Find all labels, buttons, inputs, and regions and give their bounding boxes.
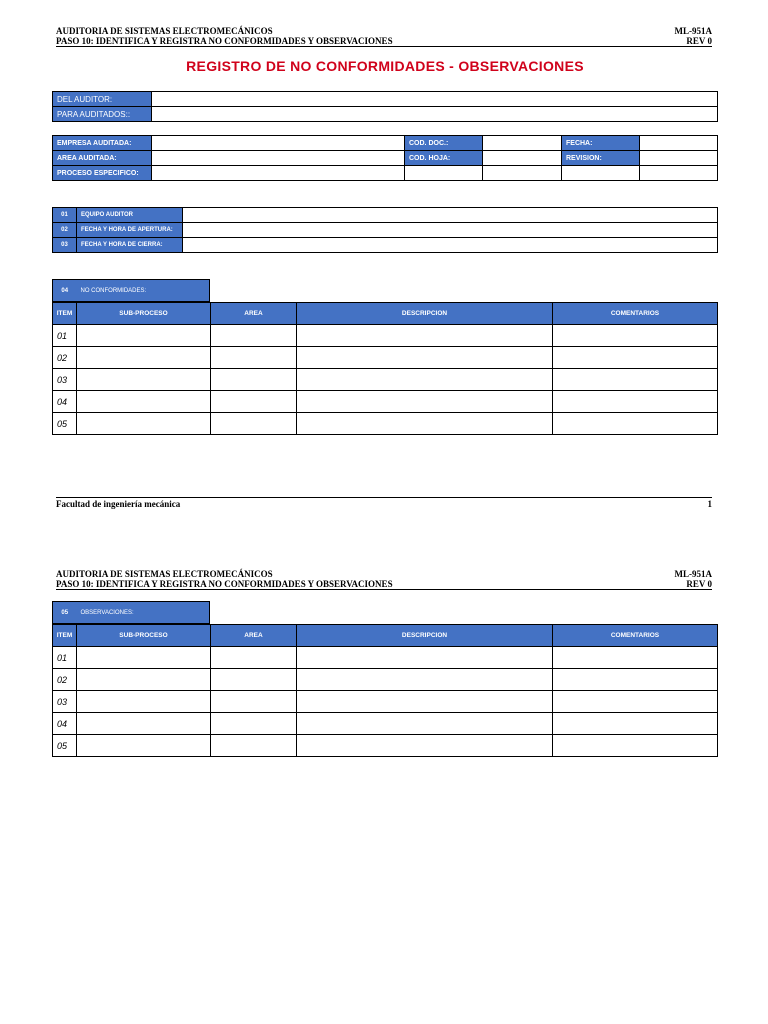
comentarios-cell[interactable] bbox=[553, 391, 718, 413]
doc-rev: REV 0 bbox=[686, 36, 712, 46]
del-auditor-field[interactable] bbox=[152, 92, 718, 107]
item-number: 01 bbox=[53, 647, 77, 669]
apertura-field[interactable] bbox=[183, 223, 718, 238]
area-cell[interactable] bbox=[211, 691, 297, 713]
area-cell[interactable] bbox=[211, 413, 297, 435]
descripcion-cell[interactable] bbox=[297, 647, 553, 669]
cod-doc-field[interactable] bbox=[483, 136, 562, 151]
para-auditados-field[interactable] bbox=[152, 107, 718, 122]
subproceso-cell[interactable] bbox=[77, 735, 211, 757]
descripcion-cell[interactable] bbox=[297, 713, 553, 735]
comentarios-cell[interactable] bbox=[553, 735, 718, 757]
cierre-label: FECHA Y HORA DE CIERRA: bbox=[77, 238, 183, 253]
col-comentarios: COMENTARIOS bbox=[553, 303, 718, 325]
item-number: 04 bbox=[53, 391, 77, 413]
table-row bbox=[53, 647, 718, 669]
item-number: 05 bbox=[53, 735, 77, 757]
area-cell[interactable] bbox=[211, 669, 297, 691]
obs-header-row bbox=[53, 625, 718, 647]
header-line2: PASO 10: IDENTIFICA Y REGISTRA NO CONFORMIDADES Y OBSERVACIONES bbox=[56, 36, 393, 46]
team-num: 02 bbox=[53, 223, 77, 238]
team-num: 03 bbox=[53, 238, 77, 253]
proceso-field[interactable] bbox=[152, 166, 405, 181]
subproceso-cell[interactable] bbox=[77, 347, 211, 369]
header-line1: AUDITORIA DE SISTEMAS ELECTROMECÁNICOS bbox=[56, 569, 273, 579]
cod-doc-label: COD. DOC.: bbox=[405, 136, 483, 151]
table-row bbox=[53, 325, 718, 347]
area-cell[interactable] bbox=[211, 647, 297, 669]
descripcion-cell[interactable] bbox=[297, 691, 553, 713]
header-line2: PASO 10: IDENTIFICA Y REGISTRA NO CONFORMIDADES Y OBSERVACIONES bbox=[56, 579, 393, 589]
subproceso-cell[interactable] bbox=[77, 413, 211, 435]
col-descripcion: DESCRIPCION bbox=[297, 303, 553, 325]
comentarios-cell[interactable] bbox=[553, 347, 718, 369]
page-footer bbox=[56, 497, 712, 509]
para-auditados-label: PARA AUDITADOS:: bbox=[53, 107, 152, 122]
subproceso-cell[interactable] bbox=[77, 369, 211, 391]
table-row bbox=[53, 735, 718, 757]
del-auditor-label: DEL AUDITOR: bbox=[53, 92, 152, 107]
col-item: ITEM bbox=[53, 625, 77, 647]
item-number: 01 bbox=[53, 325, 77, 347]
doc-code: ML-951A bbox=[674, 569, 712, 579]
fecha-field[interactable] bbox=[640, 136, 718, 151]
subproceso-cell[interactable] bbox=[77, 691, 211, 713]
obs-num: 05 bbox=[53, 602, 77, 624]
item-number: 03 bbox=[53, 691, 77, 713]
apertura-label: FECHA Y HORA DE APERTURA: bbox=[77, 223, 183, 238]
cod-hoja-label: COD. HOJA: bbox=[405, 151, 483, 166]
col-descripcion: DESCRIPCION bbox=[297, 625, 553, 647]
team-table bbox=[52, 207, 718, 253]
nc-num: 04 bbox=[53, 280, 77, 302]
fecha-label: FECHA: bbox=[562, 136, 640, 151]
table-row bbox=[53, 713, 718, 735]
cierre-field[interactable] bbox=[183, 238, 718, 253]
equipo-auditor-field[interactable] bbox=[183, 208, 718, 223]
area-field[interactable] bbox=[152, 151, 405, 166]
subproceso-cell[interactable] bbox=[77, 669, 211, 691]
proceso-label: PROCESO ESPECIFICO: bbox=[53, 166, 152, 181]
descripcion-cell[interactable] bbox=[297, 735, 553, 757]
area-cell[interactable] bbox=[211, 391, 297, 413]
item-number: 02 bbox=[53, 347, 77, 369]
col-comentarios: COMENTARIOS bbox=[553, 625, 718, 647]
page-header-2 bbox=[56, 569, 712, 590]
table-row bbox=[53, 413, 718, 435]
comentarios-cell[interactable] bbox=[553, 691, 718, 713]
table-row bbox=[53, 347, 718, 369]
comentarios-cell[interactable] bbox=[553, 413, 718, 435]
area-cell[interactable] bbox=[211, 347, 297, 369]
area-cell[interactable] bbox=[211, 325, 297, 347]
page-number: 1 bbox=[707, 499, 712, 509]
subproceso-cell[interactable] bbox=[77, 713, 211, 735]
area-cell[interactable] bbox=[211, 713, 297, 735]
empresa-label: EMPRESA AUDITADA: bbox=[53, 136, 152, 151]
company-table bbox=[52, 135, 718, 181]
obs-table bbox=[52, 624, 718, 757]
area-cell[interactable] bbox=[211, 369, 297, 391]
area-cell[interactable] bbox=[211, 735, 297, 757]
nc-section-label bbox=[52, 279, 210, 302]
comentarios-cell[interactable] bbox=[553, 647, 718, 669]
subproceso-cell[interactable] bbox=[77, 391, 211, 413]
table-row bbox=[53, 669, 718, 691]
page-title: REGISTRO DE NO CONFORMIDADES - OBSERVACIONES bbox=[186, 58, 584, 74]
item-number: 05 bbox=[53, 413, 77, 435]
nc-header-row bbox=[53, 303, 718, 325]
col-item: ITEM bbox=[53, 303, 77, 325]
header-line1: AUDITORIA DE SISTEMAS ELECTROMECÁNICOS bbox=[56, 26, 273, 36]
obs-section-label bbox=[52, 601, 210, 624]
item-number: 03 bbox=[53, 369, 77, 391]
descripcion-cell[interactable] bbox=[297, 325, 553, 347]
item-number: 04 bbox=[53, 713, 77, 735]
revision-label: REVISION: bbox=[562, 151, 640, 166]
table-row bbox=[53, 369, 718, 391]
col-area: AREA bbox=[211, 625, 297, 647]
descripcion-cell[interactable] bbox=[297, 369, 553, 391]
revision-field[interactable] bbox=[640, 151, 718, 166]
nc-table bbox=[52, 302, 718, 435]
doc-rev: REV 0 bbox=[686, 579, 712, 589]
comentarios-cell[interactable] bbox=[553, 325, 718, 347]
col-subproceso: SUB-PROCESO bbox=[77, 303, 211, 325]
footer-institution: Facultad de ingeniería mecánica bbox=[56, 499, 181, 509]
subproceso-cell[interactable] bbox=[77, 325, 211, 347]
col-subproceso: SUB-PROCESO bbox=[77, 625, 211, 647]
comentarios-cell[interactable] bbox=[553, 369, 718, 391]
nc-label: NO CONFORMIDADES: bbox=[77, 280, 210, 302]
doc-code: ML-951A bbox=[674, 26, 712, 36]
descripcion-cell[interactable] bbox=[297, 413, 553, 435]
table-row bbox=[53, 391, 718, 413]
cod-hoja-field[interactable] bbox=[483, 151, 562, 166]
descripcion-cell[interactable] bbox=[297, 391, 553, 413]
subproceso-cell[interactable] bbox=[77, 647, 211, 669]
comentarios-cell[interactable] bbox=[553, 713, 718, 735]
comentarios-cell[interactable] bbox=[553, 669, 718, 691]
col-area: AREA bbox=[211, 303, 297, 325]
table-row bbox=[53, 691, 718, 713]
area-label: AREA AUDITADA: bbox=[53, 151, 152, 166]
item-number: 02 bbox=[53, 669, 77, 691]
descripcion-cell[interactable] bbox=[297, 669, 553, 691]
equipo-auditor-label: EQUIPO AUDITOR bbox=[77, 208, 183, 223]
auditor-table bbox=[52, 91, 718, 122]
descripcion-cell[interactable] bbox=[297, 347, 553, 369]
team-num: 01 bbox=[53, 208, 77, 223]
obs-label: OBSERVACIONES: bbox=[77, 602, 210, 624]
empresa-field[interactable] bbox=[152, 136, 405, 151]
page-header-1 bbox=[56, 26, 712, 47]
